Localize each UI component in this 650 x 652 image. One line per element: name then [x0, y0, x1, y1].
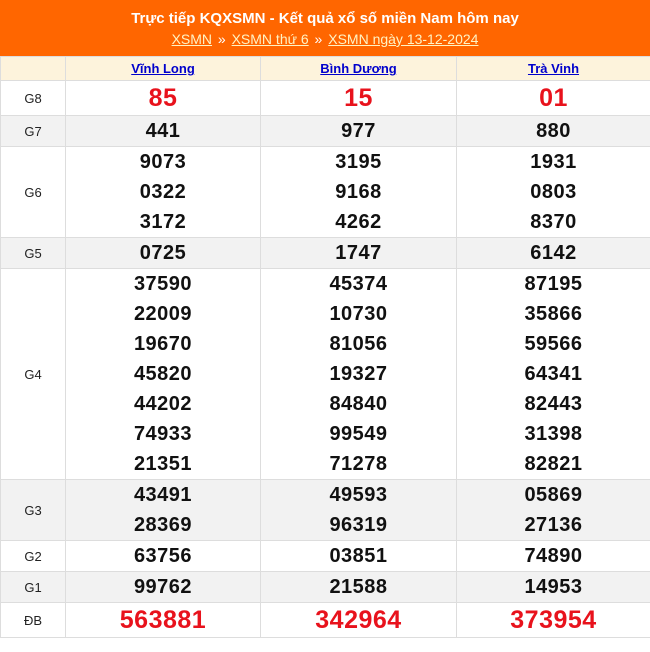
prize-row-g8: [1, 81, 650, 116]
winning-number: 22009: [133, 303, 193, 325]
winning-number: 03851: [329, 545, 388, 567]
result-cell-binh-duong: [261, 603, 457, 638]
winning-number: 6142: [530, 242, 577, 264]
result-cell-vinh-long: [66, 269, 261, 480]
winning-number: 977: [341, 120, 376, 142]
result-cell-binh-duong: [261, 238, 457, 269]
winning-number: 05869: [524, 484, 583, 506]
page-header: [0, 0, 650, 56]
winning-number: 10730: [329, 303, 388, 325]
result-cell-tra-vinh: [457, 116, 650, 147]
breadcrumb-xsmn-friday-link[interactable]: XSMN thứ 6: [231, 31, 309, 47]
results-table: [0, 56, 650, 638]
breadcrumb-separator: »: [314, 31, 323, 47]
winning-number: 19670: [133, 333, 193, 355]
winning-number: 96319: [329, 514, 388, 536]
result-cell-tra-vinh: [457, 572, 650, 603]
province-link-binh-duong[interactable]: Bình Dương: [320, 61, 397, 76]
table-header-row: [1, 57, 650, 81]
winning-number: 44202: [133, 393, 193, 415]
result-cell-binh-duong: [261, 480, 457, 541]
prize-row-g3: [1, 480, 650, 541]
winning-number: 9168: [335, 181, 382, 203]
prize-row-g1: [1, 572, 650, 603]
winning-number: 342964: [315, 606, 402, 634]
result-cell-tra-vinh: [457, 147, 650, 238]
province-link-tra-vinh[interactable]: Trà Vinh: [527, 61, 580, 76]
winning-number: 45374: [329, 273, 388, 295]
prize-label: ĐB: [1, 603, 66, 638]
winning-number: 99549: [329, 423, 388, 445]
prize-row-g5: [1, 238, 650, 269]
prize-label: G3: [1, 480, 66, 541]
prize-row-g6: [1, 147, 650, 238]
prize-label: G5: [1, 238, 66, 269]
province-header-tra-vinh: [457, 57, 650, 81]
winning-number: 14953: [524, 576, 583, 598]
winning-number: 3195: [335, 151, 382, 173]
winning-number: 71278: [329, 453, 388, 475]
winning-number: 85: [148, 84, 178, 112]
prize-row-g7: [1, 116, 650, 147]
winning-number: 37590: [133, 273, 193, 295]
winning-number: 373954: [510, 606, 597, 634]
winning-number: 87195: [524, 273, 583, 295]
winning-number: 21351: [133, 453, 193, 475]
results-body: [1, 81, 650, 638]
result-cell-binh-duong: [261, 81, 457, 116]
result-cell-vinh-long: [66, 572, 261, 603]
winning-number: 880: [536, 120, 571, 142]
breadcrumb-separator: »: [217, 31, 226, 47]
breadcrumb: [0, 29, 650, 49]
result-cell-tra-vinh: [457, 238, 650, 269]
winning-number: 21588: [329, 576, 388, 598]
breadcrumb-xsmn-date-link[interactable]: XSMN ngày 13-12-2024: [328, 31, 479, 47]
prize-label: G1: [1, 572, 66, 603]
result-cell-tra-vinh: [457, 81, 650, 116]
result-cell-tra-vinh: [457, 541, 650, 572]
winning-number: 441: [145, 120, 181, 142]
prize-row-g4: [1, 269, 650, 480]
winning-number: 64341: [524, 363, 583, 385]
winning-number: 563881: [119, 606, 207, 634]
winning-number: 28369: [133, 514, 193, 536]
winning-number: 81056: [329, 333, 388, 355]
result-cell-vinh-long: [66, 541, 261, 572]
winning-number: 82443: [524, 393, 583, 415]
winning-number: 74933: [133, 423, 193, 445]
result-cell-vinh-long: [66, 116, 261, 147]
winning-number: 74890: [524, 545, 583, 567]
winning-number: 49593: [329, 484, 388, 506]
result-cell-tra-vinh: [457, 269, 650, 480]
winning-number: 84840: [329, 393, 388, 415]
result-cell-binh-duong: [261, 147, 457, 238]
winning-number: 0322: [139, 181, 187, 203]
winning-number: 27136: [524, 514, 583, 536]
winning-number: 59566: [524, 333, 583, 355]
prize-row-db: [1, 603, 650, 638]
winning-number: 43491: [133, 484, 193, 506]
winning-number: 82821: [524, 453, 583, 475]
winning-number: 45820: [133, 363, 193, 385]
province-header-vinh-long: [66, 57, 261, 81]
prize-label: G6: [1, 147, 66, 238]
result-cell-vinh-long: [66, 480, 261, 541]
prize-label: G4: [1, 269, 66, 480]
result-cell-binh-duong: [261, 541, 457, 572]
result-cell-binh-duong: [261, 269, 457, 480]
winning-number: 0725: [139, 242, 187, 264]
winning-number: 19327: [329, 363, 388, 385]
page-title: Trực tiếp KQXSMN - Kết quả xổ số miền Nam hôm nay: [131, 10, 519, 27]
winning-number: 35866: [524, 303, 583, 325]
winning-number: 15: [344, 84, 373, 112]
winning-number: 63756: [133, 545, 193, 567]
winning-number: 3172: [139, 211, 187, 233]
result-cell-tra-vinh: [457, 603, 650, 638]
winning-number: 0803: [530, 181, 577, 203]
prize-label: G2: [1, 541, 66, 572]
result-cell-tra-vinh: [457, 480, 650, 541]
winning-number: 01: [539, 84, 568, 112]
winning-number: 1931: [530, 151, 577, 173]
prize-row-g2: [1, 541, 650, 572]
winning-number: 8370: [530, 211, 577, 233]
result-cell-vinh-long: [66, 147, 261, 238]
winning-number: 4262: [335, 211, 382, 233]
result-cell-binh-duong: [261, 116, 457, 147]
winning-number: 9073: [139, 151, 187, 173]
result-cell-vinh-long: [66, 603, 261, 638]
province-link-vinh-long[interactable]: Vĩnh Long: [131, 61, 195, 76]
result-cell-vinh-long: [66, 238, 261, 269]
result-cell-binh-duong: [261, 572, 457, 603]
winning-number: 1747: [335, 242, 382, 264]
province-header-binh-duong: [261, 57, 457, 81]
winning-number: 99762: [133, 576, 193, 598]
breadcrumb-xsmn-link[interactable]: XSMN: [171, 31, 213, 47]
result-cell-vinh-long: [66, 81, 261, 116]
prize-column-header: [1, 57, 66, 81]
prize-label: G8: [1, 81, 66, 116]
prize-label: G7: [1, 116, 66, 147]
winning-number: 31398: [524, 423, 583, 445]
